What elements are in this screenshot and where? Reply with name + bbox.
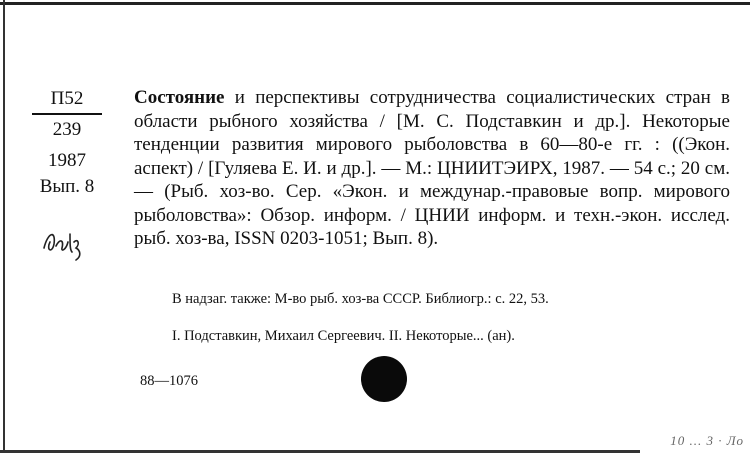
card-top-border	[0, 2, 750, 5]
tracing-line: I. Подставкин, Михаил Сергеевич. II. Некоторые... (ан).	[172, 328, 515, 344]
punch-hole	[361, 356, 407, 402]
card-number: 88—1076	[140, 373, 198, 389]
card-bottom-border	[0, 450, 640, 453]
handwritten-mark-icon	[40, 226, 88, 266]
shelfmark-number: 239	[52, 118, 82, 140]
shelfmark	[18, 86, 116, 200]
shelfmark-divider	[32, 113, 102, 115]
entry-title-lead: Состояние	[134, 87, 225, 108]
shelfmark-year: 1987	[48, 149, 86, 171]
corner-annotation: 10 ... 3 · Ло	[670, 433, 744, 448]
shelfmark-issue: Вып. 8	[39, 175, 95, 197]
shelfmark-class: П52	[50, 88, 84, 109]
bibliographic-entry	[134, 86, 730, 251]
entry-body: и перспективы сотрудничества социалистических стран в области рыбного хозяйства / [М. С. Подставкин и др.]. Некоторые тенденции развития мирового рыболовства в 60—80-е гг. : ((Экон. аспект) / [Гуляева Е. И. и др.]. — М.: ЦНИИТЭИРХ, 1987. — 54 с.; 20 см. — (Рыб. хоз-во. Сер. «Экон. и междунар.-правовые вопр. мирового рыболовства»: Обзор. информ. / ЦНИИ информ. и техн.-экон. исслед. рыб. хоз-ва, ISSN 0203-1051; Вып. 8).	[134, 87, 730, 249]
card-left-border	[3, 0, 5, 452]
bibliographic-note: В надзаг. также: М-во рыб. хоз-ва СССР. Библиогр.: с. 22, 53.	[172, 291, 549, 307]
